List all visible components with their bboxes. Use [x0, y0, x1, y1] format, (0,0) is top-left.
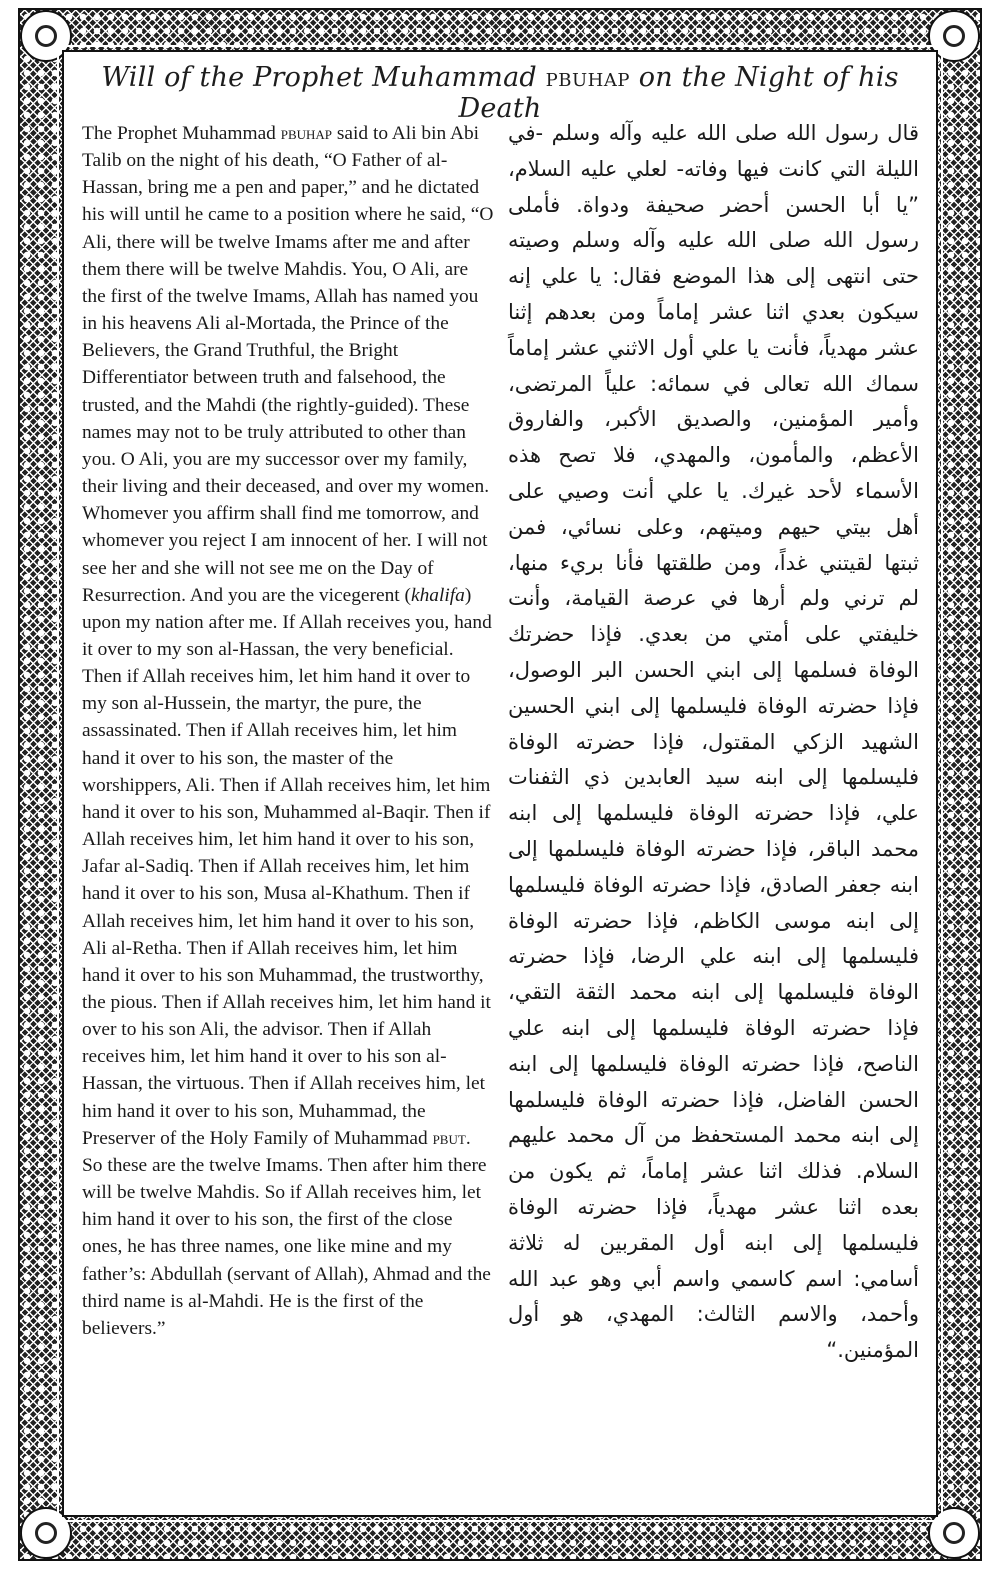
- english-text-part-4: . So these are the twelve Imams. Then after him there will be twelve Mahdis. So if Allah receives him, let him hand it over to his son, the first of the close ones, he has three names, one like mine and my father’s: Abdullah (servant of Allah), Ahmad and the third name is al-Mahdi. He is the first of the believers.”: [82, 1127, 491, 1339]
- english-text-part-3: ) upon my nation after me. If Allah receives you, hand it over to my son al-Hassan, the very beneficial. Then if Allah receives him, let him hand it over to my son al-Hussein, the martyr, the pure, the assassinated. Then if Allah receives him, let him hand it over to his son, the master of the worshippers, Ali. Then if Allah receives him, let him hand it over to his son, Muhammed al-Baqir. Then if Allah receives him, let him hand it over to his son, Jafar al-Sadiq. Then if Allah receives him, let him hand it over to his son, Musa al-Khathum. Then if Allah receives him, let him hand it over to his son, Ali al-Retha. Then if Allah receives him, let him hand it over to his son Muhammad, the trustworthy, the pious. Then if Allah receives him, let him hand it over to his son Ali, the advisor. Then if Allah receives him, let him hand it over to his son al-Hassan, the virtuous. Then if Allah receives him, let him hand it over to his son, Muhammad, the Preserver of the Holy Family of Muhammad: [82, 584, 492, 1149]
- honorific-pbut: pbut: [432, 1127, 466, 1148]
- title-text-start: Will of the Prophet Muhammad: [101, 62, 546, 93]
- page-title: [62, 62, 938, 124]
- title-honorific: pbuhap: [545, 63, 630, 92]
- khalifa-term: khalifa: [410, 584, 465, 606]
- title-text-end: on the Night of his Death: [458, 62, 899, 124]
- arabic-text-column: قال رسول الله صلى الله عليه وآله وسلم -في الليلة التي كانت فيها وفاته- لعلي عليه السلام، ”يا أبا الحسن أحضر صحيفة ودواة. فأملى رسول الله صلى الله عليه وآله وسلم وصيته حتى انتهى إلى هذا الموضع فقال: يا علي إنه سيكون بعدي اثنا عشر إماماً ومن بعدهم إثنا عشر مهدياً، فأنت يا علي أول الاثني عشر إماماً سماك الله تعالى في سمائه: علياً المرتضى، وأمير المؤمنين، والصديق الأكبر، والفاروق الأعظم، والمأمون، والمهدي، فلا تصح هذه الأسماء لأحد غيرك. يا علي أنت وصيي على أهل بيتي حيهم وميتهم، وعلى نسائي، فمن ثبتها لقيتني غداً، ومن طلقتها فأنا بريء منها، لم ترني ولم أرها في عرصة القيامة، وأنت خليفتي على أمتي من بعدي. فإذا حضرتك الوفاة فسلمها إلى ابني الحسن البر الوصول، فإذا حضرته الوفاة فليسلمها إلى ابني الحسين الشهيد الزكي المقتول، فإذا حضرته الوفاة فليسلمها إلى ابنه سيد العابدين ذي الثفنات علي، فإذا حضرته الوفاة فليسلمها إلى ابنه محمد الباقر، فإذا حضرته الوفاة فليسلمها إلى ابنه جعفر الصادق، فإذا حضرته الوفاة فليسلمها إلى ابنه موسى الكاظم، فإذا حضرته الوفاة فليسلمها إلى ابنه علي الرضا، فإذا حضرته الوفاة فليسلمها إلى ابنه محمد الثقة التقي، فإذا حضرته الوفاة فليسلمها إلى ابنه علي الناصح، فإذا حضرته الوفاة فليسلمها إلى ابنه الحسن الفاضل، فإذا حضرته الوفاة فليسلمها إلى ابنه محمد المستحفظ من آل محمد عليهم السلام. فذلك اثنا عشر إماماً، ثم يكون من بعده اثنا عشر مهدياً، فإذا حضرته الوفاة فليسلمها إلى ابنه أول المقربين له ثلاثة أسامي: اسم كاسمي واسم أبي وهو عبد الله وأحمد، والاسم الثالث: المهدي، هو أول المؤمنين.“: [508, 121, 919, 1363]
- english-text-column: [82, 120, 494, 1342]
- honorific-pbuhap: pbuhap: [280, 123, 333, 143]
- english-text-part-2: said to Ali bin Abi Talib on the night of his death, “O Father of al-Hassan, bring me a pen and paper,” and he dictated his will until he came to a position where he said, “O Ali, there will be twelve Imams after me and after them there will be twelve Mahdis. You, O Ali, are the first of the twelve Imams, Allah has named you in his heavens Ali al-Mortada, the Prince of the Believers, the Grand Truthful, the Bright Differentiator between truth and falsehood, the trusted, and the Mahdi (the rightly-guided). These names may not to be truly attributed to other than you. O Ali, you are my successor over my family, their living and their deceased, and over my women. Whomever you affirm shall find me tomorrow, and whomever you reject I am innocent of her. I will not see her and she will not see me on the Day of Resurrection. And you are the vicegerent (: [82, 123, 494, 606]
- english-text-part-1: The Prophet Muhammad: [82, 123, 281, 144]
